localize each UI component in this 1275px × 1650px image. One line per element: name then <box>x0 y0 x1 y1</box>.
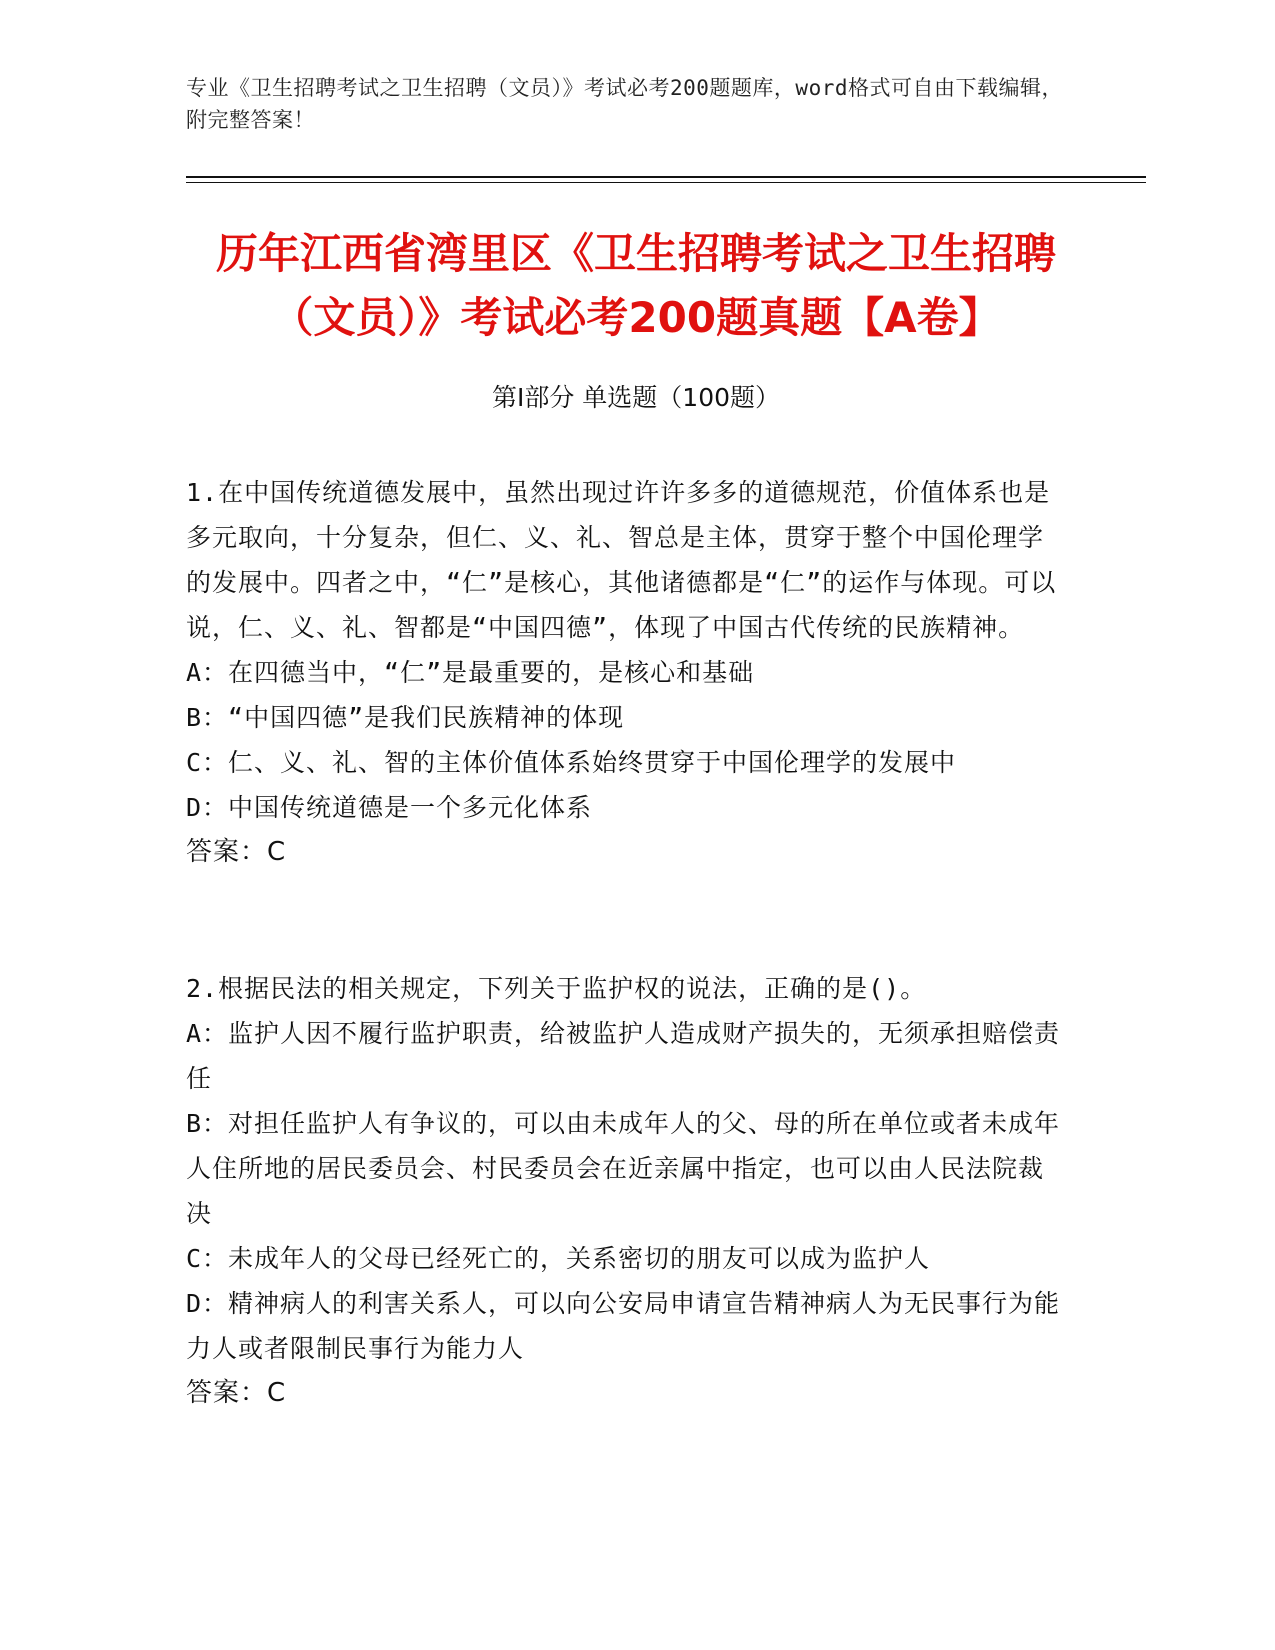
option-d: D：中国传统道德是一个多元化体系 <box>186 793 593 822</box>
header-note: 专业《卫生招聘考试之卫生招聘（文员）》考试必考200题题库，word格式可自由下载编辑，附完整答案！ <box>186 76 1063 132</box>
option-c: C：未成年人的父母已经死亡的，关系密切的朋友可以成为监护人 <box>186 1244 931 1273</box>
question-1 <box>186 470 1066 875</box>
answer: 答案：C <box>186 1378 287 1408</box>
question-text: 2.根据民法的相关规定，下列关于监护权的说法，正确的是()。 <box>186 974 927 1003</box>
option-b: B：对担任监护人有争议的，可以由未成年人的父、母的所在单位或者未成年人住所地的居民委员会、村民委员会在近亲属中指定，也可以由人民法院裁决 <box>186 1109 1061 1228</box>
header-rule-thick <box>186 176 1146 178</box>
question-2 <box>186 966 1066 1416</box>
option-d: D：精神病人的利害关系人，可以向公安局申请宣告精神病人为无民事行为能力人或者限制民事行为能力人 <box>186 1289 1061 1363</box>
section-title: 第Ⅰ部分 单选题（100题） <box>491 383 781 412</box>
option-a: A：在四德当中，“仁”是最重要的，是核心和基础 <box>186 658 755 687</box>
question-text: 1.在中国传统道德发展中，虽然出现过许许多多的道德规范，价值体系也是多元取向，十分复杂，但仁、义、礼、智总是主体，贯穿于整个中国伦理学的发展中。四者之中，“仁”是核心，其他诸德都是“仁”的运作与体现。可以说，仁、义、礼、智都是“中国四德”，体现了中国古代传统的民族精神。 <box>186 478 1057 642</box>
document-title: 历年江西省湾里区《卫生招聘考试之卫生招聘（文员）》考试必考200题真题【A卷】 <box>215 229 1056 342</box>
option-a: A：监护人因不履行监护职责，给被监护人造成财产损失的，无须承担赔偿责任 <box>186 1019 1061 1093</box>
answer: 答案：C <box>186 837 287 867</box>
header-rule-thin <box>186 182 1146 183</box>
option-b: B：“中国四德”是我们民族精神的体现 <box>186 703 625 732</box>
option-c: C：仁、义、礼、智的主体价值体系始终贯穿于中国伦理学的发展中 <box>186 748 957 777</box>
